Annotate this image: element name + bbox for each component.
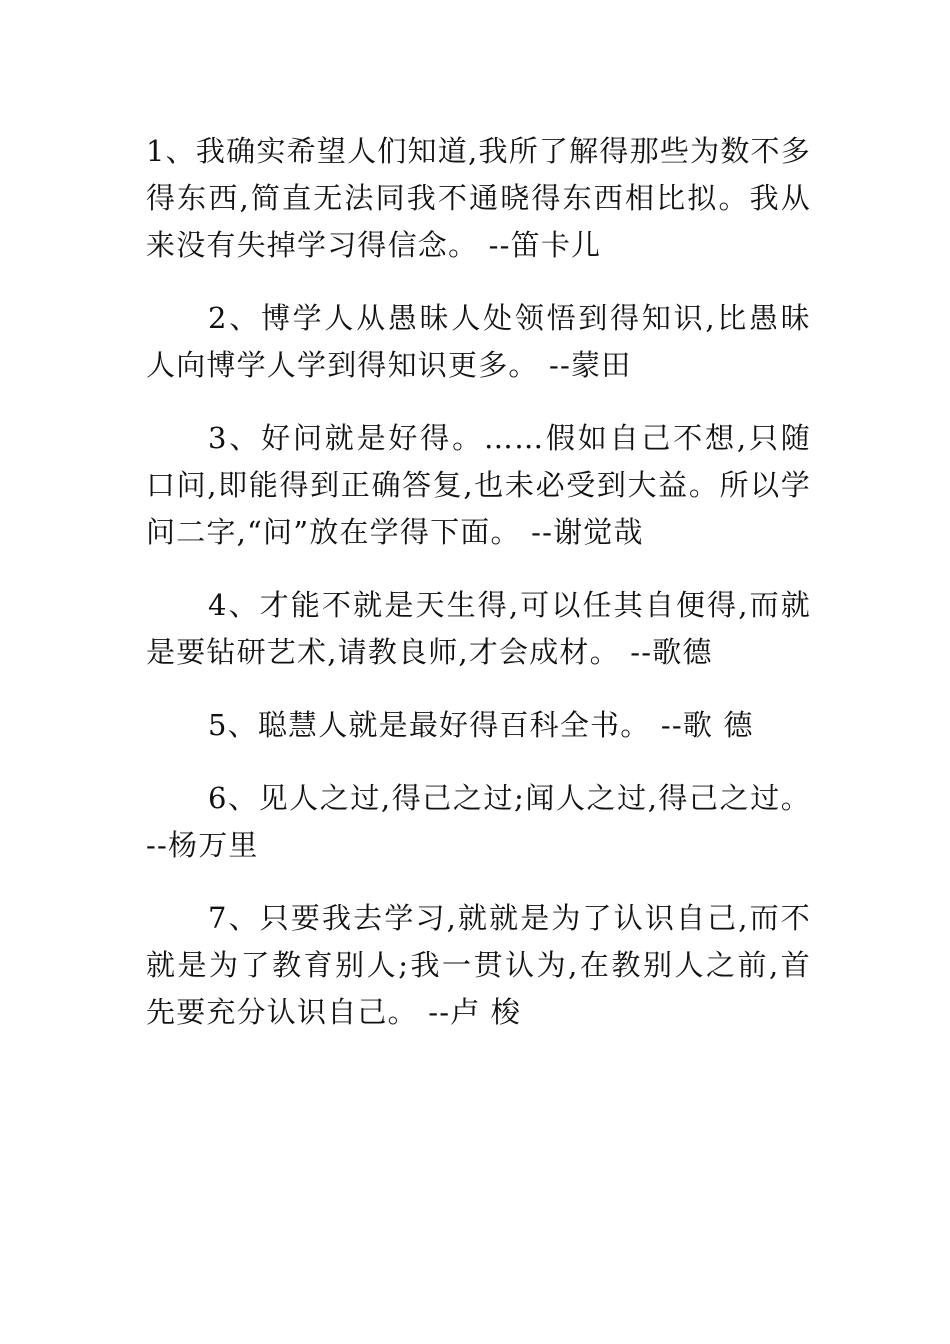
- quote-paragraph-1: 1、我确实希望人们知道,我所了解得那些为数不多得东西,简直无法同我不通晓得东西相比拟。我从来没有失掉学习得信念。 --笛卡儿: [146, 134, 811, 262]
- quote-paragraph-3: 3、好问就是好得。……假如自己不想,只随口问,即能得到正确答复,也未必受到大益。所以学问二字,“问”放在学得下面。 --谢觉哉: [146, 421, 811, 549]
- document-body: [146, 128, 811, 1062]
- quote-paragraph-2: 2、博学人从愚昧人处领悟到得知识,比愚昧人向博学人学到得知识更多。 --蒙田: [146, 301, 811, 382]
- quote-paragraph-7: 7、只要我去学习,就就是为了认识自己,而不就是为了教育别人;我一贯认为,在教别人之前,首先要充分认识自己。 --卢 梭: [146, 901, 811, 1029]
- quote-paragraph-4: 4、才能不就是天生得,可以任其自便得,而就是要钻研艺术,请教良师,才会成材。 --歌德: [146, 588, 811, 669]
- quote-paragraph-5: 5、聪慧人就是最好得百科全书。 --歌 德: [208, 708, 754, 742]
- quote-paragraph-6: 6、见人之过,得己之过;闻人之过,得己之过。 --杨万里: [146, 781, 811, 862]
